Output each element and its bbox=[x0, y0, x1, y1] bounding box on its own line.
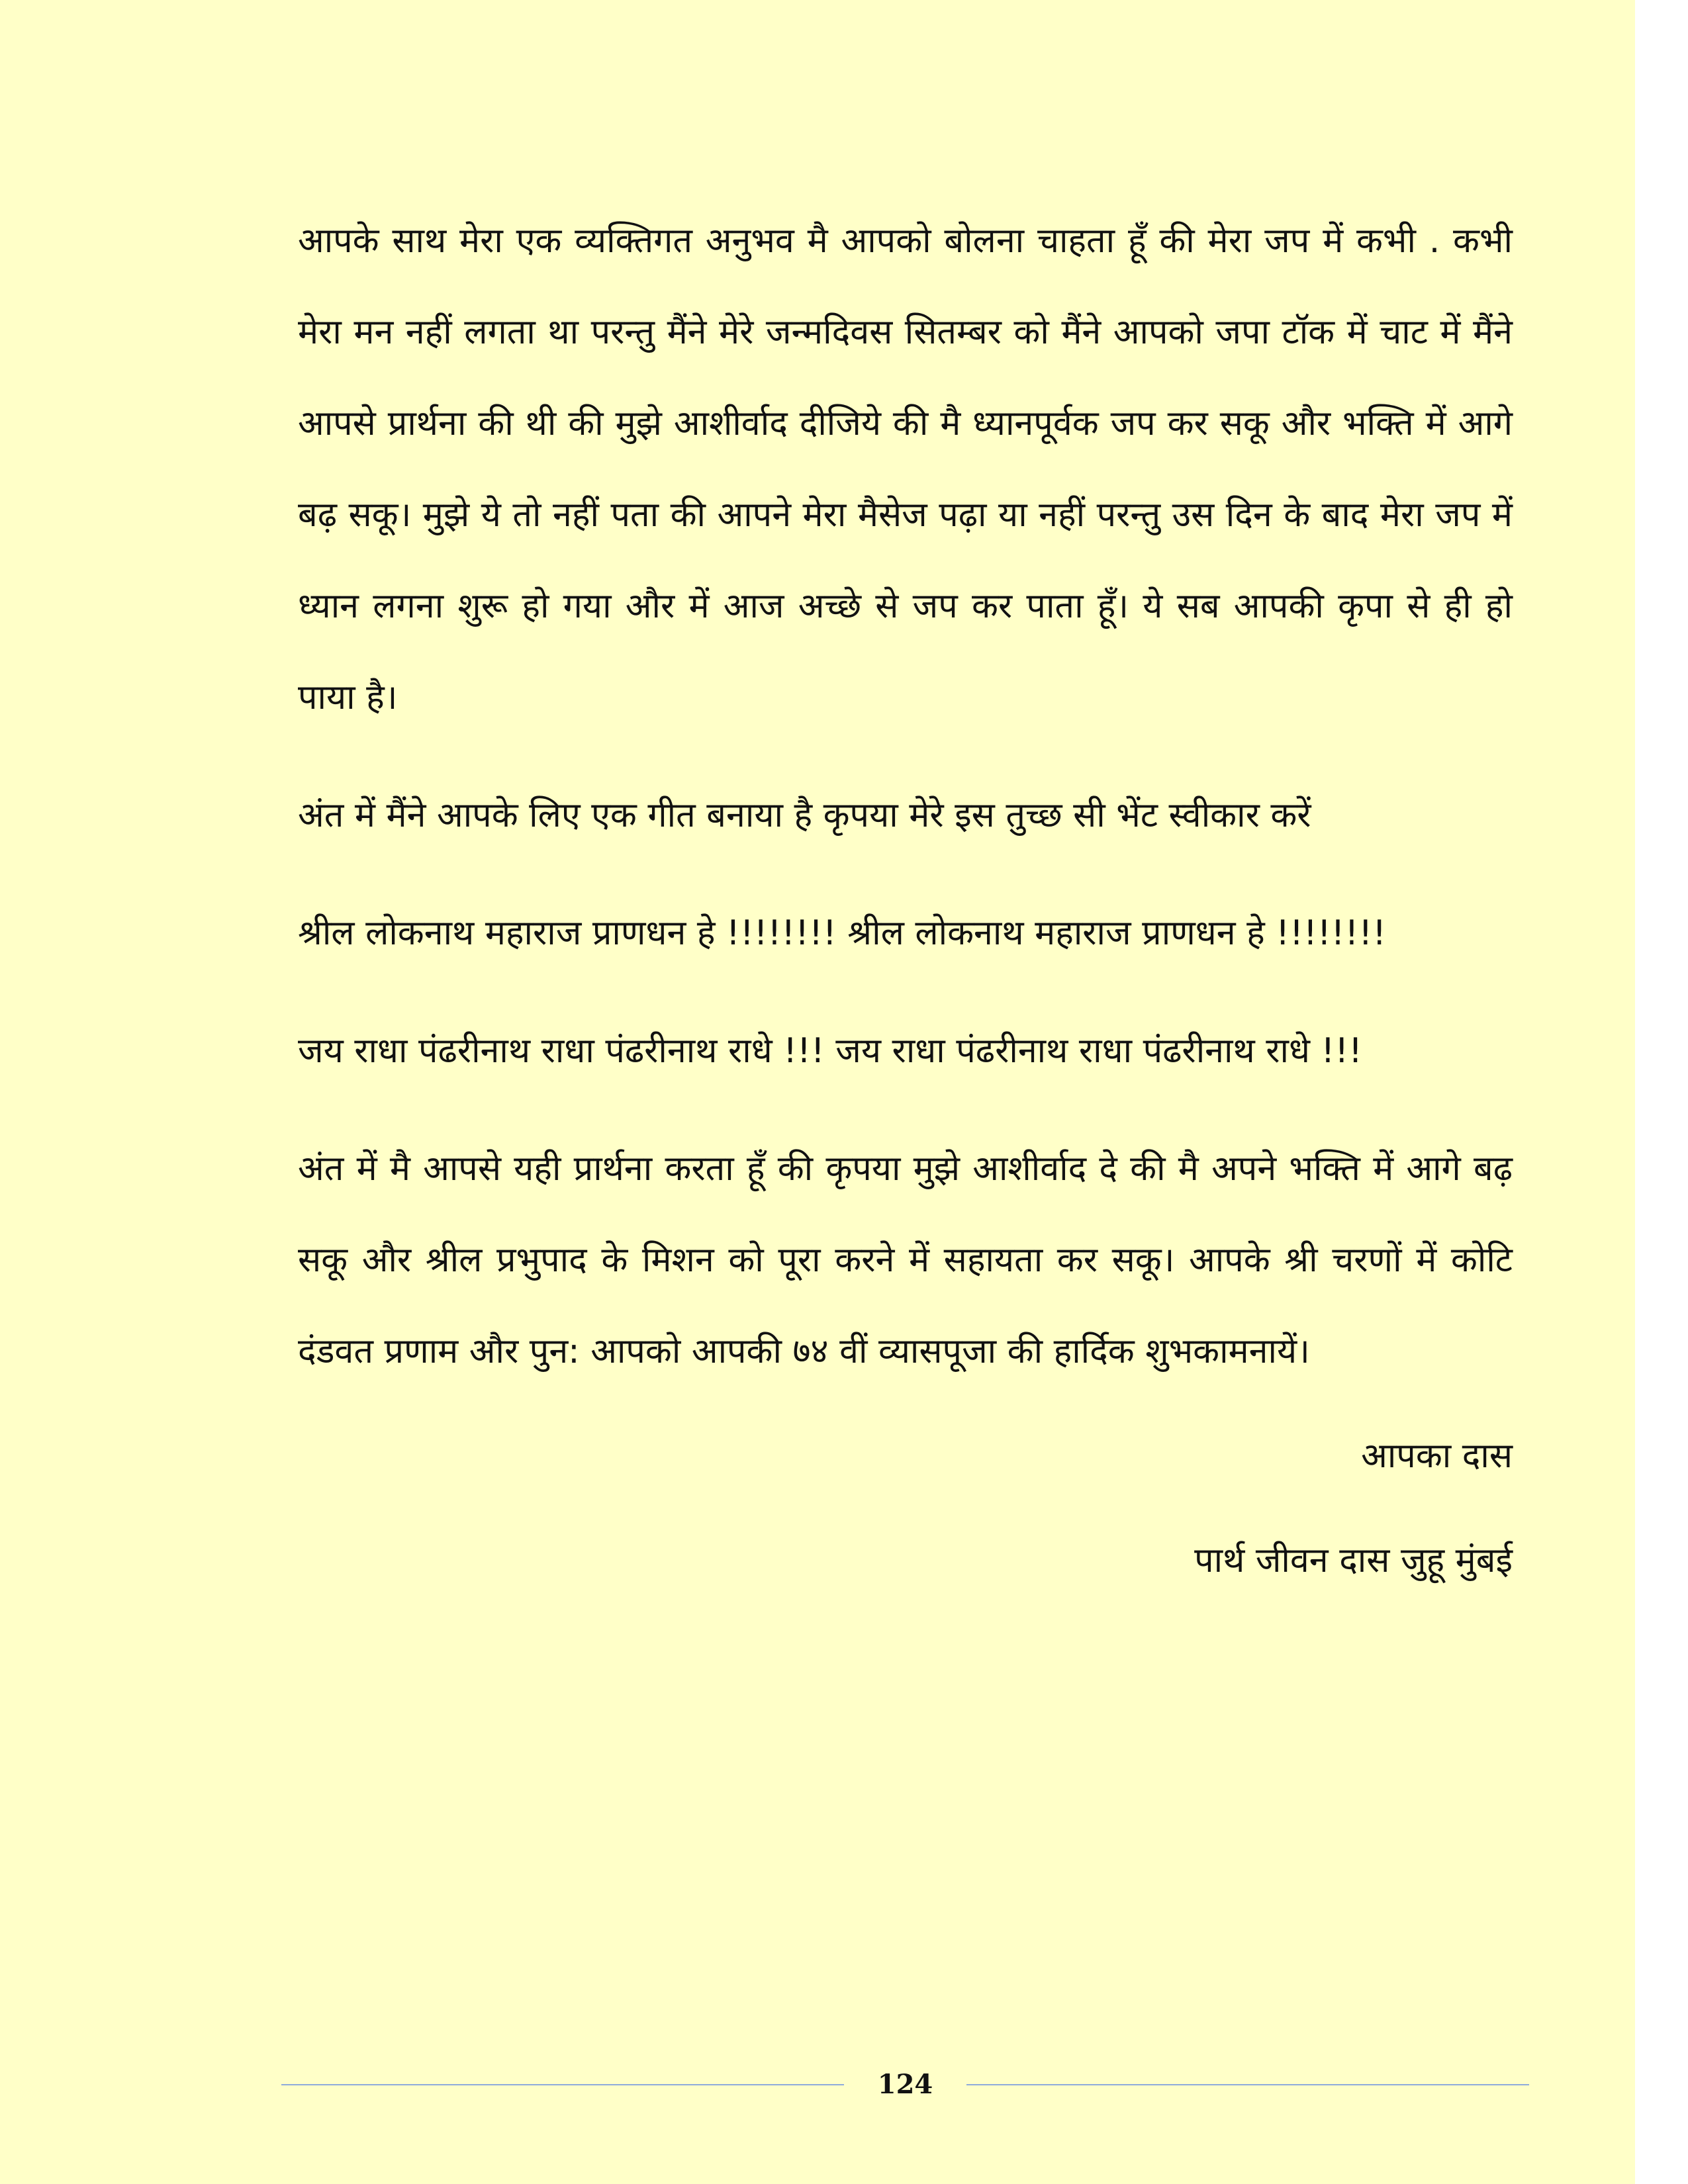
paragraph-song-intro: अंत में मैंने आपके लिए एक गीत बनाया है कृपया मेरे इस तुच्छ सी भेंट स्वीकार करें bbox=[298, 796, 1311, 835]
song-line-1: श्रील लोकनाथ महाराज प्राणधन हे !!!!!!!! श्रील लोकनाथ महाराज प्राणधन हे !!!!!!!! bbox=[298, 913, 1387, 953]
footer-rule-left bbox=[281, 2084, 844, 2085]
page-footer bbox=[281, 2065, 1529, 2105]
song-line-2: जय राधा पंढरीनाथ राधा पंढरीनाथ राधे !!! जय राधा पंढरीनाथ राधा पंढरीनाथ राधे !!! bbox=[298, 1031, 1363, 1071]
page-number: 124 bbox=[877, 2069, 933, 2100]
signature-name: पार्थ जीवन दास जुहू मुंबई bbox=[1194, 1541, 1513, 1580]
footer-rule-right bbox=[966, 2084, 1529, 2085]
signature-closing: आपका दास bbox=[1361, 1436, 1513, 1476]
letter-body bbox=[298, 195, 1513, 1606]
paragraph-personal-experience: आपके साथ मेरा एक व्यक्तिगत अनुभव मै आपको बोलना चाहता हूँ की मेरा जप में कभी . कभी मेरा मन नहीं लगता था परन्तु मैंने मेरे जन्मदिवस सितम्बर को मैंने आपको जपा टॉक में चाट में मैंने आपसे प्रार्थना की थी की मुझे आशीर्वाद दीजिये की मै ध्यानपूर्वक जप कर सकू और भक्ति में आगे बढ़ सकू। मुझे ये तो नहीं पता की आपने मेरा मैसेज पढ़ा या नहीं परन्तु उस दिन के बाद मेरा जप में ध्यान लगना शुरू हो गया और में आज अच्छे से जप कर पाता हूँ। ये सब आपकी कृपा से ही हो पाया है। bbox=[298, 221, 1513, 717]
paragraph-closing-prayer: अंत में मै आपसे यही प्रार्थना करता हूँ की कृपया मुझे आशीर्वाद दे की मै अपने भक्ति में आगे बढ़ सकू और श्रील प्रभुपाद के मिशन को पूरा करने में सहायता कर सकू। आपके श्री चरणों में कोटि दंडवत प्रणाम और पुन: आपको आपकी ७४ वीं व्यासपूजा की हार्दिक शुभकामनायें। bbox=[298, 1149, 1513, 1371]
